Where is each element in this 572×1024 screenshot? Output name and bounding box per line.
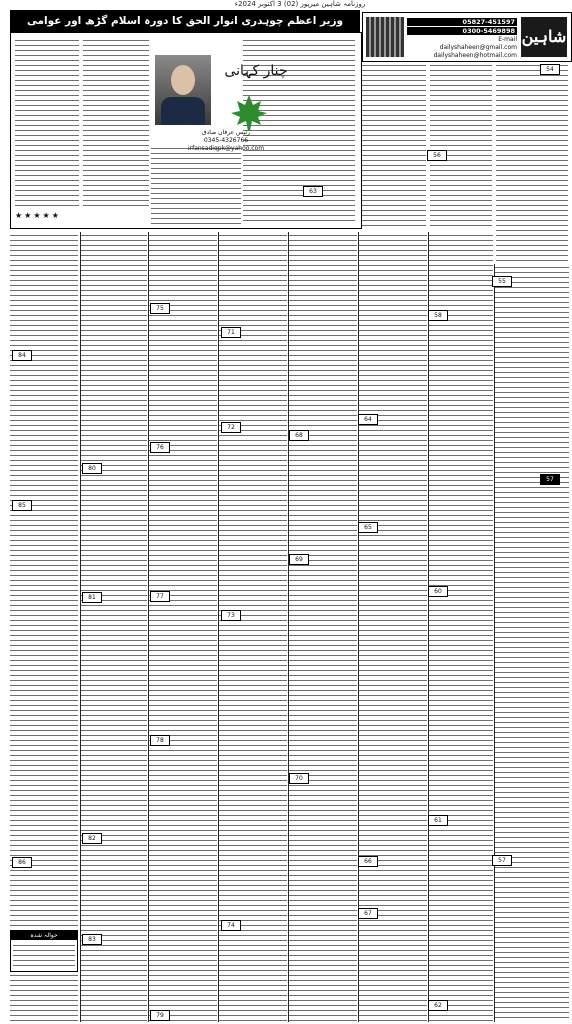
number-tag: 56 bbox=[427, 150, 447, 161]
newspaper-logo: شاہین bbox=[521, 17, 567, 57]
author-email: irfansadiqpk@yahoo.com bbox=[187, 145, 265, 152]
feature-text-mid bbox=[83, 37, 149, 207]
feature-column bbox=[10, 32, 362, 229]
contact-block bbox=[407, 17, 517, 60]
text-col-r2-top bbox=[430, 62, 492, 228]
number-tag: 81 bbox=[82, 592, 102, 603]
number-tag: 66 bbox=[358, 856, 378, 867]
phone-2: 0300-5469898 bbox=[407, 27, 517, 35]
number-tag: 55 bbox=[492, 276, 512, 287]
text-col-2 bbox=[80, 232, 147, 1022]
number-tag: 78 bbox=[150, 735, 170, 746]
number-tag: 75 bbox=[150, 303, 170, 314]
number-tag: 72 bbox=[221, 422, 241, 433]
number-tag: 79 bbox=[150, 1010, 170, 1021]
star-row: ★★★★★ bbox=[15, 211, 61, 220]
text-col-7 bbox=[428, 232, 493, 1022]
number-tag: 85 bbox=[12, 500, 32, 511]
number-tag: 77 bbox=[150, 591, 170, 602]
author-photo bbox=[155, 55, 211, 125]
text-col-r3-top bbox=[362, 62, 426, 228]
notice-heading: حوالہ شدہ bbox=[11, 931, 77, 940]
number-tag: 68 bbox=[289, 430, 309, 441]
number-tag: 61 bbox=[428, 815, 448, 826]
email-label: E-mail bbox=[498, 36, 517, 43]
number-tag: 57 bbox=[540, 474, 560, 485]
number-tag: 70 bbox=[289, 773, 309, 784]
email-2: dailyshaheen@hotmail.com bbox=[433, 52, 517, 59]
feature-text-left bbox=[15, 37, 79, 207]
feature-text-under-photo bbox=[151, 145, 241, 225]
dateline: روزنامہ شاہین میرپور (02) 3 اکتوبر 2024ء bbox=[234, 0, 366, 8]
text-col-5 bbox=[288, 232, 357, 1022]
number-tag: 83 bbox=[82, 934, 102, 945]
number-tag: 60 bbox=[428, 586, 448, 597]
column-title: چنار کہانی bbox=[224, 63, 288, 79]
notice-box bbox=[10, 930, 78, 972]
number-tag: 74 bbox=[221, 920, 241, 931]
number-tag: 71 bbox=[221, 327, 241, 338]
number-tag: 54 bbox=[540, 64, 560, 75]
phone-1: 05827-451597 bbox=[407, 18, 517, 26]
number-tag: 80 bbox=[82, 463, 102, 474]
number-tag: 84 bbox=[12, 350, 32, 361]
email-1: dailyshaheen@gmail.com bbox=[439, 44, 517, 51]
main-headline: وزیر اعظم چوہدری انوار الحق کا دورہ اسلام گڑھ اور عوامی توقعات bbox=[10, 10, 360, 32]
text-col-4 bbox=[218, 232, 287, 1022]
number-tag: 86 bbox=[12, 857, 32, 868]
number-tag: 76 bbox=[150, 442, 170, 453]
number-tag: 73 bbox=[221, 610, 241, 621]
number-tag: 64 bbox=[358, 414, 378, 425]
masthead bbox=[362, 12, 572, 62]
number-tag: 69 bbox=[289, 554, 309, 565]
number-tag: 63 bbox=[303, 186, 323, 197]
maple-leaf-icon bbox=[229, 93, 269, 133]
building-image bbox=[366, 17, 404, 57]
author-name: رئیس عرفان صادق bbox=[201, 129, 251, 136]
number-tag: 65 bbox=[358, 522, 378, 533]
byline bbox=[151, 129, 301, 153]
text-col-8 bbox=[494, 264, 569, 1022]
text-col-r1-top bbox=[496, 62, 568, 262]
number-tag: 58 bbox=[428, 310, 448, 321]
author-phone: 0345-4326766 bbox=[203, 137, 249, 144]
number-tag: 82 bbox=[82, 833, 102, 844]
number-tag: 62 bbox=[428, 1000, 448, 1011]
text-col-6 bbox=[358, 232, 427, 1022]
number-tag: 57 bbox=[492, 855, 512, 866]
number-tag: 67 bbox=[358, 908, 378, 919]
text-col-3 bbox=[148, 232, 217, 1022]
notice-text bbox=[13, 942, 75, 970]
